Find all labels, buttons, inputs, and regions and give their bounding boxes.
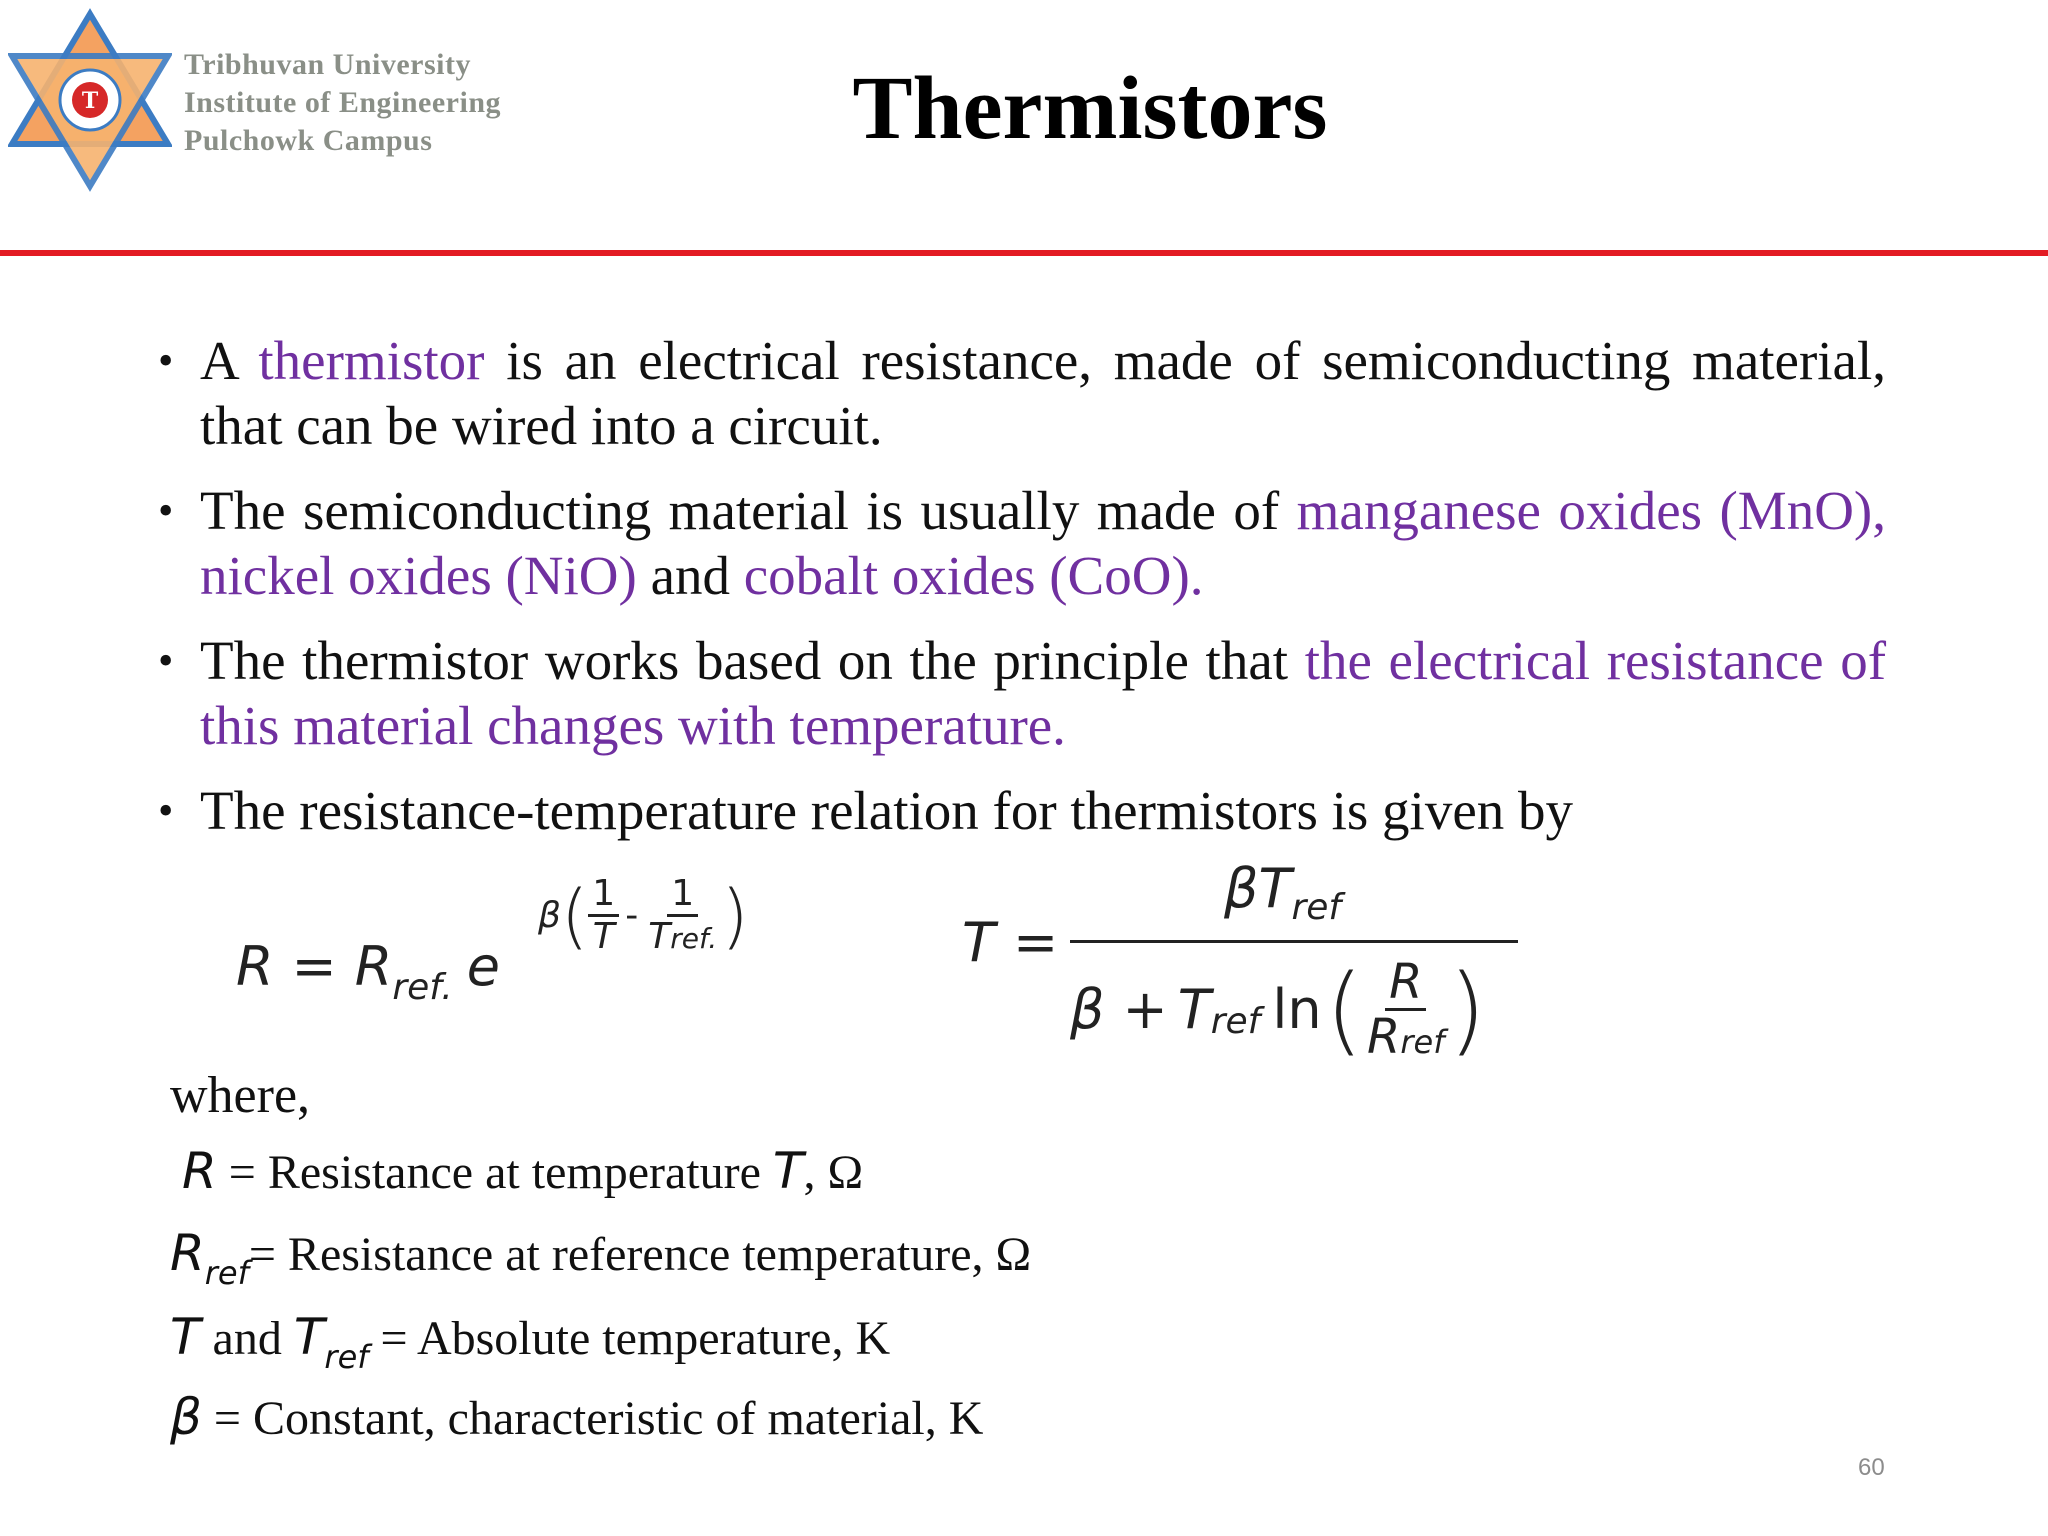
bullet-text: and: [636, 545, 744, 606]
bullet-item: [158, 478, 1886, 608]
page-number: 60: [1858, 1454, 1885, 1481]
highlighted-text: cobalt oxides (CoO).: [743, 545, 1204, 606]
eq2-inner-den-base: R: [1367, 1009, 1401, 1065]
eq1-frac2-den-sub: ref.: [670, 922, 718, 955]
eq1-close-paren: ): [721, 874, 749, 957]
def-tail: , Ω: [803, 1146, 864, 1199]
eq1-r-sub: ref.: [392, 967, 453, 1008]
def-var-b-sub: ref: [324, 1338, 369, 1376]
eq1-minus: -: [625, 894, 639, 936]
eq1-frac1-den: T: [592, 916, 615, 957]
eq2-num-sub: ref: [1291, 887, 1342, 928]
definition-row: [170, 1224, 1032, 1292]
eq1-beta: β: [538, 894, 561, 936]
bullet-text: The semiconducting material is usually made of: [200, 480, 1297, 541]
eq1-open-paren: (: [560, 874, 589, 957]
eq1-frac2-num: 1: [667, 876, 698, 917]
eq1-lhs: R: [236, 935, 274, 998]
def-var: R: [170, 1224, 205, 1282]
eq1-frac1-num: 1: [588, 876, 619, 917]
institution-logo: [8, 8, 172, 192]
highlighted-text: the electrical resistance of this material changes with temperature.: [200, 630, 1887, 756]
institution-name-line-1: Tribhuvan University: [184, 48, 471, 81]
def-text: = Absolute temperature, K: [368, 1312, 891, 1365]
bullet-item: [158, 328, 1886, 458]
bullet-text: The thermistor works based on the principle that: [200, 630, 1305, 691]
definition-row: [170, 1308, 891, 1376]
def-mid: and: [200, 1312, 294, 1365]
def-var-2: T: [772, 1142, 804, 1200]
eq2-den-sub: ref: [1210, 1000, 1261, 1042]
definition-row: [170, 1388, 984, 1446]
eq2-den-T: T: [1177, 977, 1211, 1041]
eq2-open-paren: (: [1325, 953, 1364, 1066]
eq2-den-beta: β: [1070, 977, 1105, 1041]
bullet-item: [158, 628, 1886, 758]
bullet-item: [158, 778, 1886, 843]
eq2-inner-den-sub: ref: [1400, 1023, 1445, 1061]
def-text: = Resistance at temperature: [216, 1146, 773, 1199]
eq1-exp-base: e: [466, 935, 500, 998]
svg-text:T: T: [81, 88, 99, 114]
eq1-r-base: R: [354, 935, 393, 998]
where-label: where,: [170, 1067, 311, 1124]
eq2-ln: ln: [1272, 977, 1322, 1041]
definition-row: [182, 1142, 864, 1200]
eq2-fraction-bar: [1070, 940, 1518, 943]
bullet-text: The resistance-temperature relation for thermistors is given by: [200, 780, 1573, 841]
eq2-inner-num: R: [1385, 958, 1426, 1011]
eq2-close-paren: ): [1448, 953, 1486, 1066]
bullet-text: is an electrical resistance, made of semiconducting material, that can be wired into a circuit.: [200, 330, 1886, 456]
eq2-num-beta: β: [1224, 857, 1259, 920]
def-var: R: [182, 1142, 217, 1200]
def-var-sub: ref: [204, 1254, 249, 1292]
institution-name-line-2: Institute of Engineering: [184, 86, 502, 119]
slide-title: Thermistors: [852, 59, 1328, 158]
eq2-plus: +: [1122, 977, 1168, 1041]
eq1-equals: =: [291, 935, 337, 998]
def-var: β: [170, 1388, 202, 1446]
def-var-b: T: [293, 1308, 325, 1366]
eq1-frac2-den-base: T: [648, 916, 671, 957]
def-text: = Resistance at reference temperature, Ω: [248, 1228, 1032, 1281]
eq2-equals: =: [1013, 911, 1059, 974]
bullet-list: [158, 328, 1886, 863]
def-var: T: [170, 1308, 201, 1366]
highlighted-text: thermistor: [258, 330, 485, 391]
highlighted-text: manganese oxides (MnO), nickel oxides (NiO): [200, 480, 1886, 606]
def-text: = Constant, characteristic of material, K: [201, 1392, 984, 1445]
institution-name-line-3: Pulchowk Campus: [184, 124, 433, 157]
eq2-lhs: T: [962, 911, 995, 974]
bullet-text: A: [200, 330, 259, 391]
eq2-num-T: T: [1258, 857, 1292, 920]
header-divider: [0, 250, 2048, 256]
